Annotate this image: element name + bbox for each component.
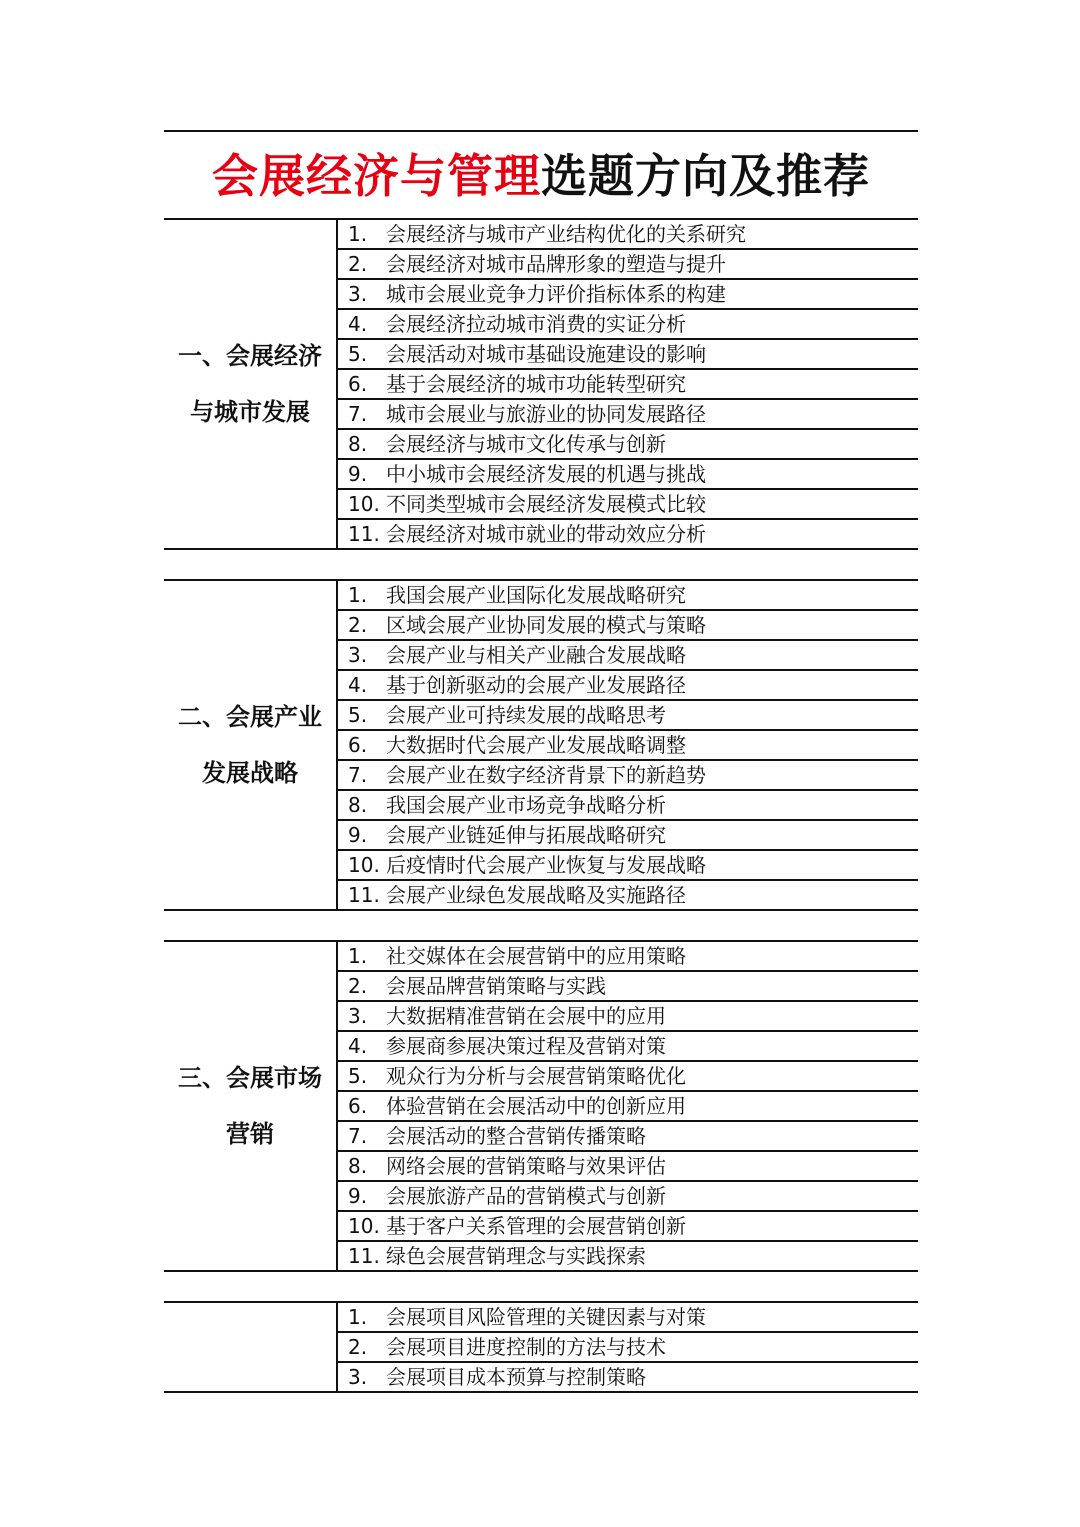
- topic-number: 7.: [348, 402, 368, 426]
- topic-item: [338, 821, 918, 851]
- topic-item: [338, 400, 918, 430]
- topic-item: [338, 581, 918, 611]
- topic-number: 10.: [348, 1214, 380, 1238]
- topic-number: 2.: [348, 1335, 368, 1359]
- topic-item: [338, 310, 918, 340]
- topic-text: 会展活动对城市基础设施建设的影响: [386, 342, 706, 366]
- topic-number: 5.: [348, 342, 368, 366]
- section-spacer: [164, 550, 918, 581]
- topic-item: [338, 942, 918, 972]
- topic-number: 1.: [348, 222, 368, 246]
- topic-number: 9.: [348, 1184, 368, 1208]
- topic-item: [338, 1002, 918, 1032]
- topic-item: [338, 1303, 918, 1333]
- topic-number: 7.: [348, 763, 368, 787]
- topic-text: 会展经济与城市文化传承与创新: [386, 432, 666, 456]
- section-heading: 一、会展经济 与城市发展: [164, 220, 338, 548]
- topic-number: 4.: [348, 673, 368, 697]
- topic-item: [338, 460, 918, 490]
- topic-number: 6.: [348, 1094, 368, 1118]
- section-heading: [164, 1303, 338, 1391]
- topic-number: 1.: [348, 944, 368, 968]
- topic-text: 会展产业在数字经济背景下的新趋势: [386, 763, 706, 787]
- topic-number: 5.: [348, 703, 368, 727]
- topic-item: [338, 1212, 918, 1242]
- topic-text: 我国会展产业国际化发展战略研究: [386, 583, 686, 607]
- topic-text: 我国会展产业市场竞争战略分析: [386, 793, 666, 817]
- topic-text: 观众行为分析与会展营销策略优化: [386, 1064, 686, 1088]
- topic-number: 5.: [348, 1064, 368, 1088]
- topic-text: 会展经济拉动城市消费的实证分析: [386, 312, 686, 336]
- topic-text: 会展活动的整合营销传播策略: [386, 1124, 646, 1148]
- topic-number: 11.: [348, 1244, 380, 1268]
- topic-text: 基于创新驱动的会展产业发展路径: [386, 673, 686, 697]
- topic-number: 3.: [348, 282, 368, 306]
- topic-table: [164, 220, 918, 1393]
- topic-item: [338, 1333, 918, 1363]
- topic-section: [164, 581, 918, 911]
- topic-number: 9.: [348, 462, 368, 486]
- topic-number: 3.: [348, 1365, 368, 1389]
- topic-list: [338, 942, 918, 1270]
- topic-item: [338, 611, 918, 641]
- topic-section: [164, 942, 918, 1272]
- topic-item: [338, 490, 918, 520]
- topic-item: [338, 1092, 918, 1122]
- topic-item: [338, 1122, 918, 1152]
- topic-text: 会展产业可持续发展的战略思考: [386, 703, 666, 727]
- section-spacer: [164, 1272, 918, 1303]
- topic-section: [164, 220, 918, 550]
- topic-number: 2.: [348, 613, 368, 637]
- topic-text: 区域会展产业协同发展的模式与策略: [386, 613, 706, 637]
- title-highlight: 会展经济与管理: [212, 149, 541, 203]
- topic-number: 8.: [348, 793, 368, 817]
- topic-text: 中小城市会展经济发展的机遇与挑战: [386, 462, 706, 486]
- topic-text: 会展产业链延伸与拓展战略研究: [386, 823, 666, 847]
- topic-text: 城市会展业竞争力评价指标体系的构建: [386, 282, 726, 306]
- topic-number: 6.: [348, 372, 368, 396]
- topic-text: 网络会展的营销策略与效果评估: [386, 1154, 666, 1178]
- topic-text: 绿色会展营销理念与实践探索: [386, 1244, 646, 1268]
- topic-text: 城市会展业与旅游业的协同发展路径: [386, 402, 706, 426]
- topic-item: [338, 520, 918, 548]
- topic-item: [338, 1062, 918, 1092]
- topic-item: [338, 340, 918, 370]
- document-page: [164, 130, 918, 1393]
- topic-item: [338, 671, 918, 701]
- topic-number: 1.: [348, 1305, 368, 1329]
- topic-number: 8.: [348, 1154, 368, 1178]
- topic-text: 体验营销在会展活动中的创新应用: [386, 1094, 686, 1118]
- topic-number: 3.: [348, 1004, 368, 1028]
- topic-item: [338, 1152, 918, 1182]
- topic-number: 11.: [348, 883, 380, 907]
- section-heading: 三、会展市场 营销: [164, 942, 338, 1270]
- topic-item: [338, 791, 918, 821]
- section-heading: 二、会展产业 发展战略: [164, 581, 338, 909]
- topic-text: 参展商参展决策过程及营销对策: [386, 1034, 666, 1058]
- topic-item: [338, 220, 918, 250]
- topic-text: 会展经济对城市就业的带动效应分析: [386, 522, 706, 546]
- topic-number: 6.: [348, 733, 368, 757]
- section-spacer: [164, 911, 918, 942]
- topic-item: [338, 641, 918, 671]
- topic-text: 会展项目成本预算与控制策略: [386, 1365, 646, 1389]
- topic-text: 会展旅游产品的营销模式与创新: [386, 1184, 666, 1208]
- topic-text: 会展经济与城市产业结构优化的关系研究: [386, 222, 746, 246]
- topic-list: [338, 581, 918, 909]
- topic-item: [338, 731, 918, 761]
- topic-item: [338, 280, 918, 310]
- topic-item: [338, 1032, 918, 1062]
- topic-number: 2.: [348, 974, 368, 998]
- topic-number: 9.: [348, 823, 368, 847]
- topic-number: 4.: [348, 312, 368, 336]
- topic-text: 会展项目风险管理的关键因素与对策: [386, 1305, 706, 1329]
- topic-number: 10.: [348, 853, 380, 877]
- topic-number: 3.: [348, 643, 368, 667]
- topic-section: [164, 1303, 918, 1393]
- topic-text: 不同类型城市会展经济发展模式比较: [386, 492, 706, 516]
- topic-text: 大数据精准营销在会展中的应用: [386, 1004, 666, 1028]
- topic-text: 会展经济对城市品牌形象的塑造与提升: [386, 252, 726, 276]
- title-rest: 选题方向及推荐: [541, 149, 870, 203]
- topic-item: [338, 430, 918, 460]
- topic-number: 4.: [348, 1034, 368, 1058]
- topic-item: [338, 972, 918, 1002]
- topic-list: [338, 1303, 918, 1391]
- topic-item: [338, 1182, 918, 1212]
- topic-list: [338, 220, 918, 548]
- topic-item: [338, 370, 918, 400]
- document-title: [164, 132, 918, 220]
- topic-item: [338, 851, 918, 881]
- topic-number: 11.: [348, 522, 380, 546]
- topic-text: 会展品牌营销策略与实践: [386, 974, 606, 998]
- topic-item: [338, 1242, 918, 1270]
- topic-text: 社交媒体在会展营销中的应用策略: [386, 944, 686, 968]
- topic-item: [338, 701, 918, 731]
- topic-item: [338, 250, 918, 280]
- topic-text: 会展项目进度控制的方法与技术: [386, 1335, 666, 1359]
- topic-text: 后疫情时代会展产业恢复与发展战略: [386, 853, 706, 877]
- topic-number: 7.: [348, 1124, 368, 1148]
- topic-item: [338, 881, 918, 909]
- topic-number: 1.: [348, 583, 368, 607]
- topic-item: [338, 761, 918, 791]
- topic-text: 基于客户关系管理的会展营销创新: [386, 1214, 686, 1238]
- topic-text: 会展产业绿色发展战略及实施路径: [386, 883, 686, 907]
- topic-text: 基于会展经济的城市功能转型研究: [386, 372, 686, 396]
- topic-number: 2.: [348, 252, 368, 276]
- topic-number: 8.: [348, 432, 368, 456]
- topic-text: 大数据时代会展产业发展战略调整: [386, 733, 686, 757]
- topic-item: [338, 1363, 918, 1391]
- topic-number: 10.: [348, 492, 380, 516]
- topic-text: 会展产业与相关产业融合发展战略: [386, 643, 686, 667]
